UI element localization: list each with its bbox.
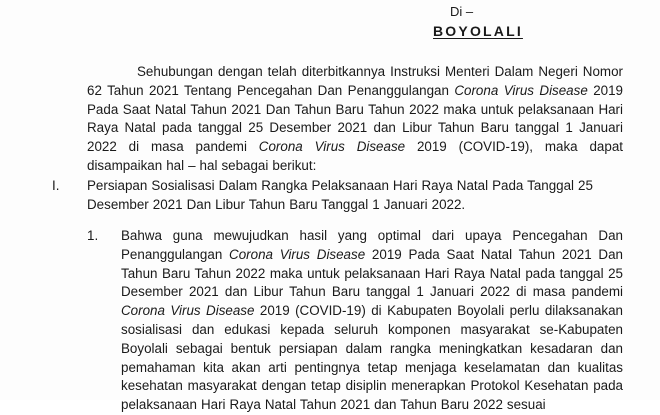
- addressee-to: Di –: [450, 4, 474, 19]
- list-item-paragraph: [121, 227, 623, 415]
- section-marker: I.: [52, 178, 60, 193]
- item-term-1: Corona Virus Disease: [229, 246, 366, 262]
- intro-text-3: 2019 (COVID-19), maka dapat disampaikan hal – hal sebagai berikut:: [87, 139, 623, 173]
- intro-text-1: Sehubungan dengan telah diterbitkannya Instruksi Menteri Dalam Negeri Nomor 62 Tahun 2021 Tentang Pencegahan Dan Penanggulangan: [87, 64, 623, 98]
- intro-text-2: 2019 Pada Saat Natal Tahun 2021 Dan Tahun Baru Tahun 2022 maka untuk pelaksanaan Hari Raya Natal pada tanggal 25 Desember 2021 dan Libur Tahun Baru tanggal 1 Januari 2022 di masa pandemi: [87, 82, 623, 155]
- item-term-2: Corona Virus Disease: [121, 303, 255, 319]
- item-text-2: 2019 Pada Saat Natal Tahun 2021 Dan Tahun Baru Tahun 2022 maka untuk pelaksanaan Hari Raya Natal pada tanggal 25 Desember 2021 dan Libur Tahun Baru tanggal 1 Januari 2022 di masa pandemi: [121, 246, 624, 300]
- addressee-city: BOYOLALI: [433, 23, 523, 39]
- item-text-3: 2019 (COVID-19) di Kabupaten Boyolali perlu dilaksanakan sosialisasi dan edukasi kepada seluruh komponen masyarakat se-Kabupaten Boyolali sebagai bentuk persiapan dalam rangka meningkatkan kesadaran dan pemahaman kita akan arti pentingnya tetap menjaga keselamatan dan kualitas kesehatan masyarakat dengan tetap disiplin menerapkan Protokol Kesehatan pada pelaksanaan Hari Raya Natal Tahun 2021 dan Tahun Baru 2022 sesuai: [121, 303, 623, 413]
- section-heading: Persiapan Sosialisasi Dalam Rangka Pelaksanaan Hari Raya Natal Pada Tanggal 25 Desember 2021 Dan Libur Tahun Baru Tanggal 1 Januari 2022.: [87, 178, 593, 212]
- list-item-marker: 1.: [87, 228, 99, 243]
- intro-term-1: Corona Virus Disease: [454, 82, 588, 98]
- item-text-1: Bahwa guna mewujudkan hasil yang optimal dari upaya Pencegahan Dan Penanggulangan: [121, 228, 623, 262]
- intro-paragraph: [87, 63, 623, 176]
- intro-term-2: Corona Virus Disease: [258, 139, 406, 155]
